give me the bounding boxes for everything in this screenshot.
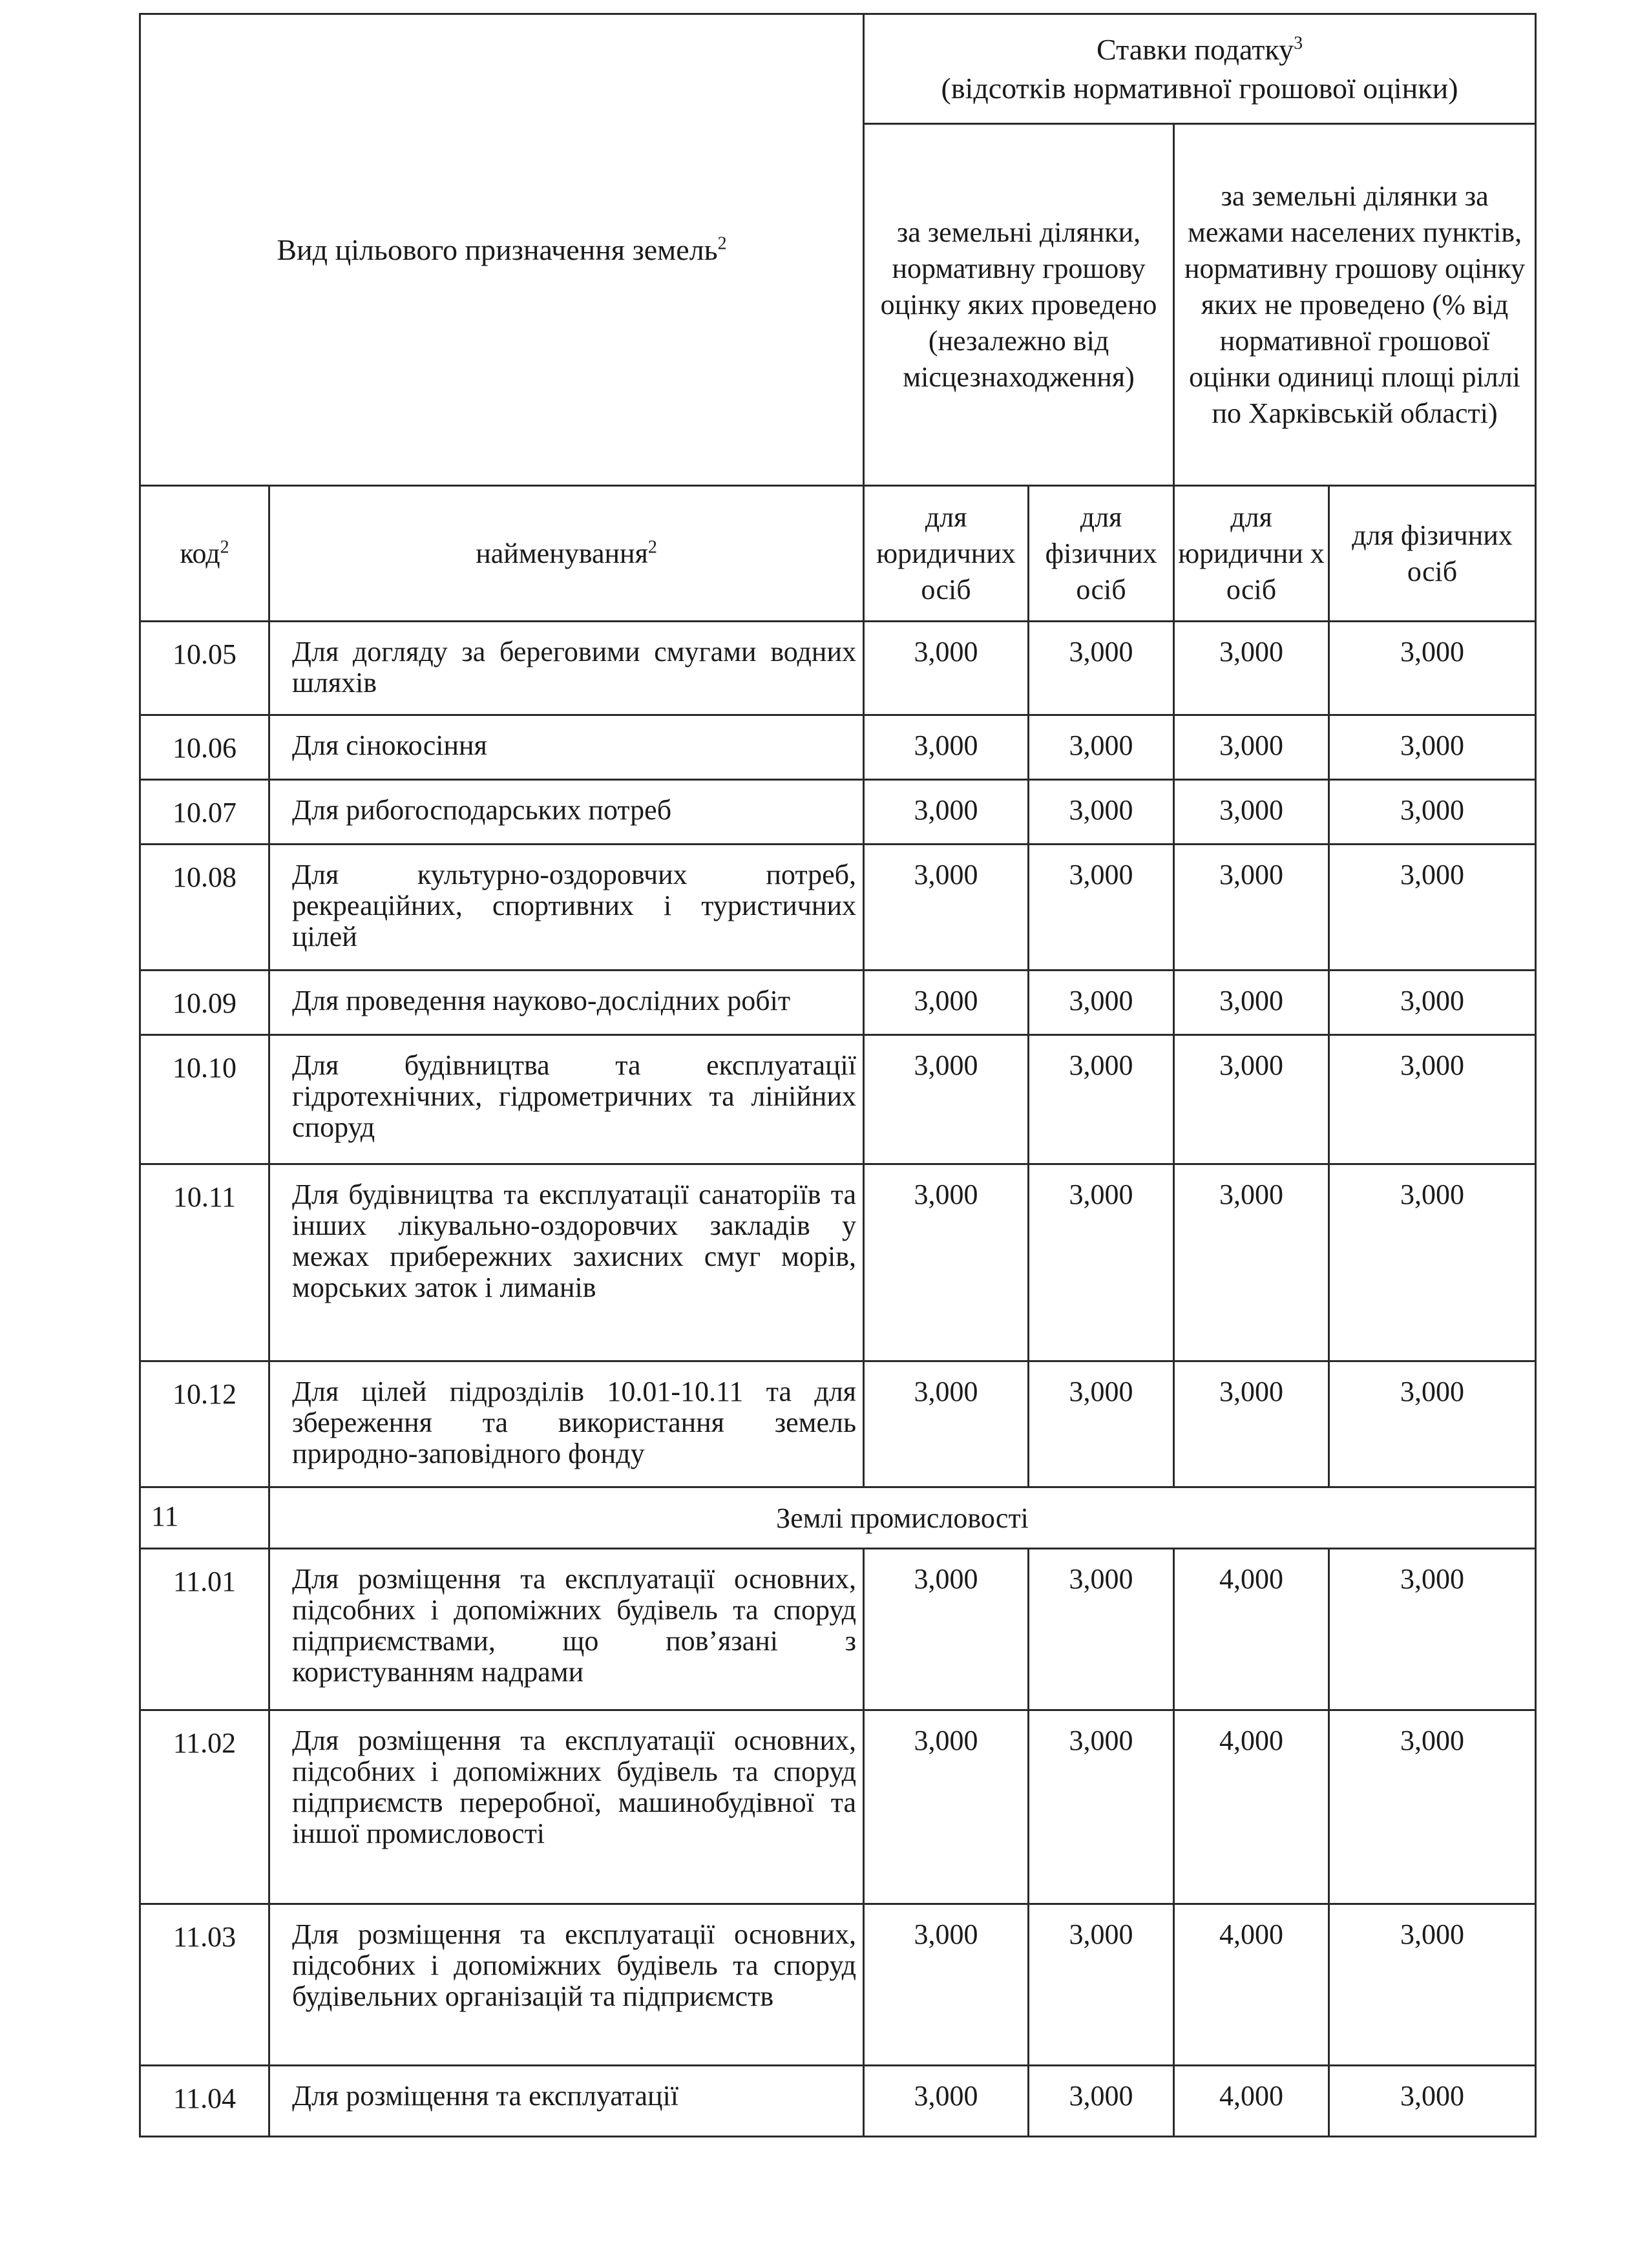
individuals-header-2: для фізичних осіб [1329, 486, 1536, 622]
tax-rates-table [139, 13, 1537, 2137]
rate-cell: 3,000 [1174, 971, 1329, 1035]
row-code: 11.02 [140, 1710, 269, 1904]
header-row-1 [140, 14, 1536, 124]
rate-cell: 3,000 [864, 1164, 1029, 1361]
rate-cell: 3,000 [1174, 1164, 1329, 1361]
footnote-marker: 3 [1294, 33, 1303, 54]
footnote-marker: 2 [647, 536, 657, 557]
legal-entities-header-2: для юридични х осіб [1174, 486, 1329, 622]
rate-cell: 3,000 [1029, 1904, 1174, 2066]
rate-cell: 3,000 [1029, 715, 1174, 780]
document-page [139, 13, 1535, 2145]
rate-cell: 3,000 [1329, 971, 1536, 1035]
rate-cell: 3,000 [1329, 1361, 1536, 1487]
rate-cell: 3,000 [1029, 2066, 1174, 2137]
not-assessed-plots-header: за земельні ділянки за межами населених пунктів, нормативну грошову оцінку яких не проведено (% від нормативної грошової оцінки одиниці площі ріллі по Харківській області) [1174, 124, 1536, 486]
rate-cell: 3,000 [864, 622, 1029, 715]
section-row [140, 1487, 1536, 1549]
rate-cell: 3,000 [1029, 971, 1174, 1035]
table-row [140, 971, 1536, 1035]
rate-cell: 3,000 [864, 971, 1029, 1035]
tax-rates-subtitle: (відсотків нормативної грошової оцінки) [941, 71, 1458, 105]
table-row [140, 1361, 1536, 1487]
individuals-header-1: для фізичних осіб [1029, 486, 1174, 622]
table-row [140, 1164, 1536, 1361]
rate-cell: 3,000 [864, 715, 1029, 780]
tax-rates-title: Ставки податку [1097, 32, 1294, 66]
row-name: Для розміщення та експлуатації основних, підсобних і допоміжних будівель та споруд будівельних організацій та підприємств [269, 1904, 864, 2066]
row-name: Для розміщення та експлуатації [269, 2066, 864, 2137]
table-row [140, 715, 1536, 780]
name-label: найменування [476, 537, 648, 569]
rate-cell: 3,000 [864, 1035, 1029, 1164]
rate-cell: 3,000 [864, 845, 1029, 971]
row-name: Для проведення науково-дослідних робіт [269, 971, 864, 1035]
table-row [140, 780, 1536, 845]
rate-cell: 3,000 [1329, 1710, 1536, 1904]
land-purpose-type-label: Вид цільового призначення земель [277, 233, 718, 266]
rate-cell: 3,000 [1174, 1361, 1329, 1487]
name-header [269, 486, 864, 622]
table-row [140, 1710, 1536, 1904]
row-name: Для розміщення та експлуатації основних, підсобних і допоміжних будівель та споруд підприємств переробної, машинобудівної та іншої промисловості [269, 1710, 864, 1904]
rate-cell: 3,000 [1029, 1164, 1174, 1361]
rate-cell: 3,000 [1329, 1904, 1536, 2066]
footnote-marker: 2 [717, 233, 727, 254]
row-code: 10.12 [140, 1361, 269, 1487]
row-code: 11.01 [140, 1549, 269, 1710]
table-row [140, 1035, 1536, 1164]
rate-cell: 3,000 [864, 1904, 1029, 2066]
row-name: Для культурно-оздоровчих потреб, рекреаційних, спортивних і туристичних цілей [269, 845, 864, 971]
rate-cell: 3,000 [1329, 2066, 1536, 2137]
section-code: 11 [140, 1487, 269, 1549]
rate-cell: 3,000 [1174, 1035, 1329, 1164]
table-row [140, 1549, 1536, 1710]
row-name: Для будівництва та експлуатації санаторіїв та інших лікувально-оздоровчих закладів у межах прибережних захисних смуг морів, морських заток і лиманів [269, 1164, 864, 1361]
footnote-marker: 2 [220, 536, 229, 557]
row-name: Для будівництва та експлуатації гідротехнічних, гідрометричних та лінійних споруд [269, 1035, 864, 1164]
row-code: 10.08 [140, 845, 269, 971]
rate-cell: 3,000 [1174, 845, 1329, 971]
section-title: Землі промисловості [269, 1487, 1536, 1549]
row-code: 10.05 [140, 622, 269, 715]
rate-cell: 3,000 [1174, 780, 1329, 845]
table-row [140, 845, 1536, 971]
row-code: 10.06 [140, 715, 269, 780]
code-header [140, 486, 269, 622]
table-row [140, 622, 1536, 715]
rate-cell: 3,000 [1329, 715, 1536, 780]
row-name: Для сінокосіння [269, 715, 864, 780]
land-purpose-type-header [140, 14, 864, 486]
table-row [140, 2066, 1536, 2137]
row-name: Для розміщення та експлуатації основних, підсобних і допоміжних будівель та споруд підприємствами, що пов’язані з користуванням надрами [269, 1549, 864, 1710]
rate-cell: 3,000 [864, 2066, 1029, 2137]
rate-cell: 3,000 [1029, 1035, 1174, 1164]
rate-cell: 3,000 [1174, 622, 1329, 715]
rate-cell: 4,000 [1174, 1710, 1329, 1904]
row-code: 11.03 [140, 1904, 269, 2066]
rate-cell: 4,000 [1174, 1904, 1329, 2066]
rate-cell: 3,000 [1029, 845, 1174, 971]
row-name: Для цілей підрозділів 10.01-10.11 та для збереження та використання земель природно-заповідного фонду [269, 1361, 864, 1487]
rate-cell: 3,000 [1029, 780, 1174, 845]
row-code: 10.10 [140, 1035, 269, 1164]
row-name: Для рибогосподарських потреб [269, 780, 864, 845]
rate-cell: 3,000 [1329, 780, 1536, 845]
rate-cell: 3,000 [1174, 715, 1329, 780]
rate-cell: 3,000 [1329, 1164, 1536, 1361]
rate-cell: 3,000 [1329, 845, 1536, 971]
assessed-plots-header: за земельні ділянки, нормативну грошову оцінку яких проведено (незалежно від місцезнаходження) [864, 124, 1174, 486]
rate-cell: 3,000 [1029, 1549, 1174, 1710]
rate-cell: 3,000 [864, 1549, 1029, 1710]
rate-cell: 3,000 [1029, 1361, 1174, 1487]
rate-cell: 3,000 [1029, 1710, 1174, 1904]
rate-cell: 3,000 [1329, 622, 1536, 715]
tax-rates-header [864, 14, 1536, 124]
code-label: код [180, 537, 220, 569]
row-code: 11.04 [140, 2066, 269, 2137]
legal-entities-header-1: для юридичних осіб [864, 486, 1029, 622]
header-row-3 [140, 486, 1536, 622]
rate-cell: 4,000 [1174, 2066, 1329, 2137]
rate-cell: 4,000 [1174, 1549, 1329, 1710]
row-code: 10.11 [140, 1164, 269, 1361]
rate-cell: 3,000 [1029, 622, 1174, 715]
rate-cell: 3,000 [1329, 1549, 1536, 1710]
rate-cell: 3,000 [864, 780, 1029, 845]
table-row [140, 1904, 1536, 2066]
rate-cell: 3,000 [864, 1710, 1029, 1904]
rate-cell: 3,000 [1329, 1035, 1536, 1164]
row-code: 10.07 [140, 780, 269, 845]
row-code: 10.09 [140, 971, 269, 1035]
row-name: Для догляду за береговими смугами водних шляхів [269, 622, 864, 715]
rate-cell: 3,000 [864, 1361, 1029, 1487]
